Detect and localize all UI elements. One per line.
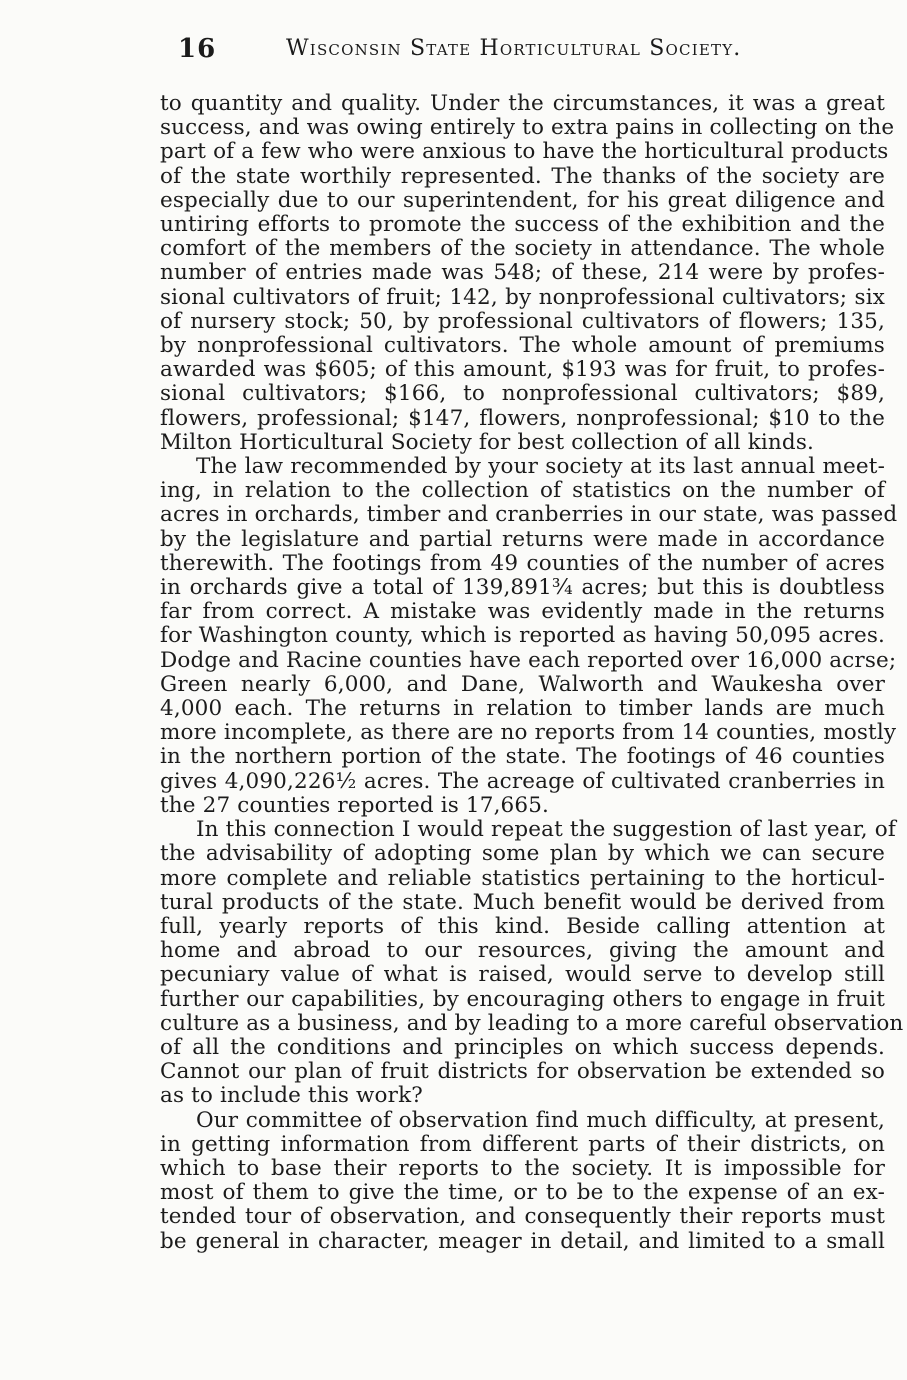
text-line: more complete and reliable statistics pertaining to the horticul- (160, 865, 885, 891)
text-line: of all the conditions and principles on which success depends. (160, 1034, 885, 1060)
text-line: especially due to our superintendent, for his great diligence and (160, 187, 885, 213)
text-line: 4,000 each. The returns in relation to timber lands are much (160, 696, 885, 722)
text-line: gives 4,090,226½ acres. The acreage of cultivated cranberries in (160, 768, 885, 794)
text-line: of nursery stock; 50, by professional cultivators of flowers; 135, (160, 308, 885, 334)
text-line: home and abroad to our resources, giving the amount and (160, 938, 885, 964)
text-line: by the legislature and partial returns were made in accordance (160, 526, 885, 552)
text-line: in orchards give a total of 139,891¾ acres; but this is doubtless (160, 575, 885, 601)
text-line: therewith. The footings from 49 counties of the number of acres (160, 550, 885, 576)
paragraph-4 (160, 1109, 885, 1254)
text-line: In this connection I would repeat the suggestion of last year, of (196, 817, 896, 843)
text-line: Green nearly 6,000, and Dane, Walworth and Waukesha over (160, 671, 885, 697)
text-line: flowers, professional; $147, flowers, nonprofessional; $10 to the (160, 405, 885, 431)
text-line: the 27 counties reported is 17,665. (160, 792, 550, 818)
page-number: 16 (178, 34, 217, 64)
text-line: culture as a business, and by leading to a more careful observation (160, 1010, 904, 1036)
text-line: be general in character, meager in detail, and limited to a small (160, 1228, 885, 1254)
text-line: pecuniary value of what is raised, would serve to develop still (160, 962, 885, 988)
text-line: untiring efforts to promote the success of the exhibition and the (160, 212, 885, 238)
text-line: for Washington county, which is reported as having 50,095 acres. (160, 623, 885, 649)
text-line: more incomplete, as there are no reports from 14 counties, mostly (160, 720, 897, 746)
text-line: as to include this work? (160, 1083, 423, 1109)
text-line: sional cultivators; $166, to nonprofessional cultivators; $89, (160, 381, 885, 407)
text-line: further our capabilities, by encouraging others to engage in fruit (160, 986, 885, 1012)
paragraph-2 (160, 454, 898, 818)
text-line: by nonprofessional cultivators. The whole amount of premiums (160, 333, 885, 359)
text-line: in the northern portion of the state. The footings of 46 counties (160, 744, 885, 770)
page-header (150, 30, 810, 70)
text-line: number of entries made was 548; of these, 214 were by profes- (160, 260, 885, 286)
text-line: tural products of the state. Much benefit would be derived from (160, 889, 885, 915)
text-line: success, and was owing entirely to extra pains in collecting on the (160, 115, 895, 141)
running-title: Wisconsin State Horticultural Society. (286, 36, 742, 61)
text-line: sional cultivators of fruit; 142, by nonprofessional cultivators; six (160, 284, 885, 310)
text-line: Milton Horticultural Society for best collection of all kinds. (160, 429, 814, 455)
text-line: far from correct. A mistake was evidently made in the returns (160, 599, 885, 625)
text-line: in getting information from different parts of their districts, on (160, 1131, 885, 1157)
paragraph-3 (160, 817, 904, 1109)
text-line: awarded was $605; of this amount, $193 was for fruit, to profes- (160, 357, 885, 383)
text-line: Cannot our plan of fruit districts for observation be extended so (160, 1059, 885, 1085)
text-line: most of them to give the time, or to be to the expense of an ex- (160, 1180, 885, 1206)
body-text (160, 91, 904, 1254)
paragraph-1 (160, 91, 895, 455)
text-line: Our committee of observation find much difficulty, at present, (196, 1107, 885, 1133)
text-line: acres in orchards, timber and cranberries in our state, was passed (160, 502, 898, 528)
text-line: to quantity and quality. Under the circumstances, it was a great (160, 91, 885, 116)
text-line: ing, in relation to the collection of statistics on the number of (160, 478, 885, 504)
text-line: Dodge and Racine counties have each reported over 16,000 acrse; (160, 647, 897, 673)
text-line: the advisability of adopting some plan by which we can secure (160, 841, 885, 867)
text-line: part of a few who were anxious to have the horticultural products (160, 139, 889, 165)
text-line: The law recommended by your society at its last annual meet- (196, 454, 885, 480)
text-line: comfort of the members of the society in attendance. The whole (160, 236, 885, 262)
text-line: of the state worthily represented. The thanks of the society are (160, 163, 885, 189)
text-line: which to base their reports to the society. It is impossible for (160, 1155, 885, 1181)
text-line: tended tour of observation, and consequently their reports must (160, 1204, 885, 1230)
text-line: full, yearly reports of this kind. Beside calling attention at (160, 913, 885, 939)
